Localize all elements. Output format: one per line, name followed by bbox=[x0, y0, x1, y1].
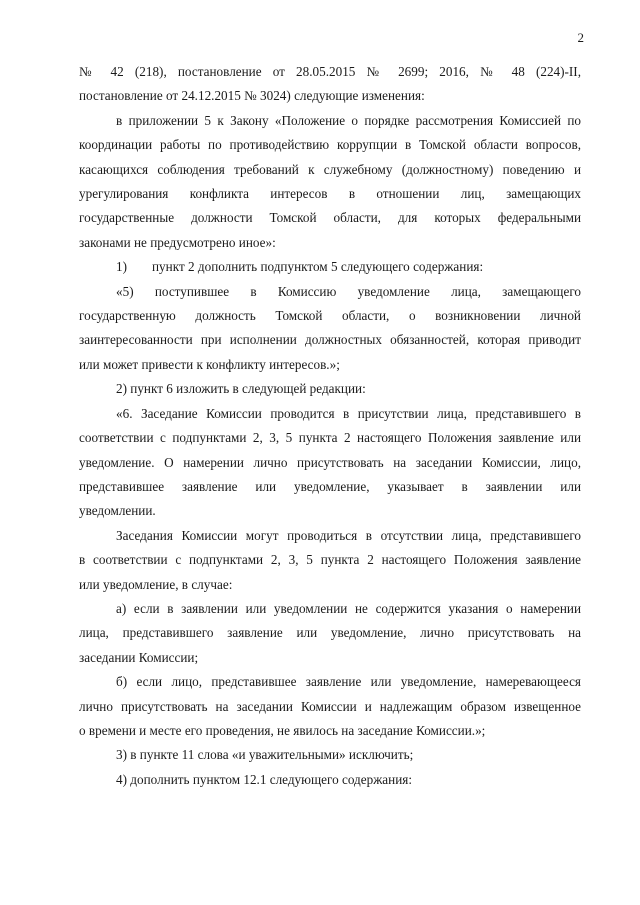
text-line: постановление от 24.12.2015 № 3024) следующие изменения: bbox=[79, 88, 425, 104]
text-line: в соответствии с подпунктами 2, 3, 5 пункта 2 настоящего Положения заявление bbox=[79, 552, 581, 568]
text-line: уведомление. О намерении лично присутствовать на заседании Комиссии, лицо, bbox=[79, 454, 581, 470]
text-line: касающихся соблюдения требований к служебному (должностному) поведению и bbox=[79, 161, 581, 177]
text-line: № 42 (218), постановление от 28.05.2015 № 2699; 2016, № 48 (224)-II, bbox=[79, 64, 581, 79]
text-line: урегулирования конфликта интересов в отношении лиц, замещающих bbox=[79, 186, 581, 202]
page-number: 2 bbox=[577, 30, 584, 45]
text-line: соответствии с подпунктами 2, 3, 5 пункта 2 настоящего Положения заявление или bbox=[79, 430, 581, 446]
list-item-number: 1) bbox=[116, 259, 127, 275]
text-line: или может привести к конфликту интересов.»; bbox=[79, 356, 340, 372]
paragraph-first-line: «6. Заседание Комиссии проводится в присутствии лица, представившего в bbox=[116, 405, 581, 421]
text-line: или уведомление, в случае: bbox=[79, 576, 233, 592]
text-line: государственную должность Томской области, о возникновении личной bbox=[79, 308, 581, 324]
paragraph-first-line: 4) дополнить пунктом 12.1 следующего содержания: bbox=[116, 771, 413, 787]
paragraph-first-line: в приложении 5 к Закону «Положение о порядке рассмотрения Комиссией по bbox=[116, 112, 581, 128]
document-body bbox=[79, 60, 581, 792]
list-item-text: пункт 2 дополнить подпунктом 5 следующего содержания: bbox=[152, 259, 484, 275]
paragraph-first-line: б) если лицо, представившее заявление или уведомление, намеревающееся bbox=[116, 674, 581, 690]
list-item-1 bbox=[79, 255, 581, 279]
text-line: лично присутствовать на заседании Комиссии и надлежащим образом извещенное bbox=[79, 698, 581, 714]
paragraph-first-line: Заседания Комиссии могут проводиться в отсутствии лица, представившего bbox=[116, 527, 581, 543]
paragraph-first-line: «5) поступившее в Комиссию уведомление лица, замещающего bbox=[116, 283, 581, 299]
text-line: координации работы по противодействию коррупции в Томской области вопросов, bbox=[79, 137, 581, 153]
text-line: заседании Комиссии; bbox=[79, 649, 199, 665]
text-line: заинтересованности при исполнении должностных обязанностей, которая приводит bbox=[79, 332, 581, 348]
text-line: о времени и месте его проведения, не явилось на заседание Комиссии.»; bbox=[79, 722, 486, 738]
paragraph-first-line: а) если в заявлении или уведомлении не содержится указания о намерении bbox=[116, 600, 581, 616]
text-line: уведомлении. bbox=[79, 503, 156, 519]
text-line: государственные должности Томской области, для которых федеральными bbox=[79, 210, 581, 226]
paragraph-first-line: 2) пункт 6 изложить в следующей редакции: bbox=[116, 381, 366, 397]
paragraph-first-line: 3) в пункте 11 слова «и уважительными» исключить; bbox=[116, 747, 414, 763]
text-line: законами не предусмотрено иное»: bbox=[79, 234, 276, 250]
text-line: представившее заявление или уведомление, указывает в заявлении или bbox=[79, 478, 581, 494]
text-line: лица, представившего заявление или уведомление, лично присутствовать на bbox=[79, 625, 581, 641]
